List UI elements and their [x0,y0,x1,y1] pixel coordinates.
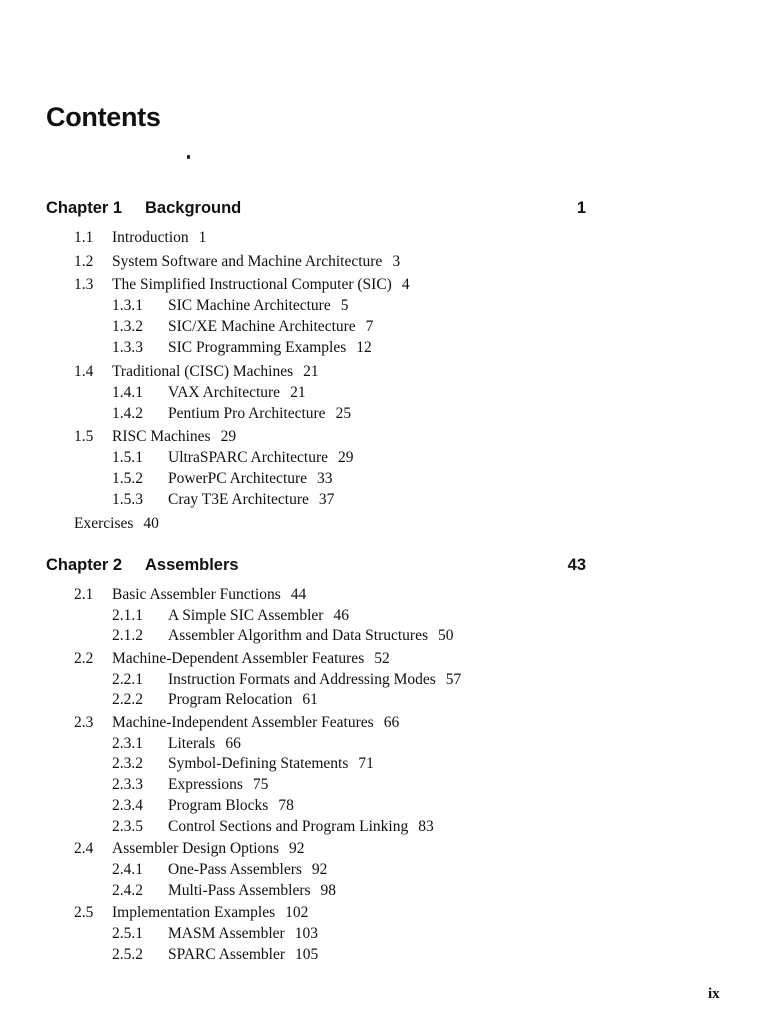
section-number: 2.2.2 [112,691,143,709]
section-number: 2.2.1 [112,670,143,688]
section-number: 1.2 [74,252,94,270]
section-title-text: SIC Programming Examples [168,339,347,356]
section-number: 1.3.3 [112,339,143,356]
section-title [168,627,454,645]
section-title [168,776,268,794]
section-number: 2.3.3 [112,776,143,794]
section-number: 1.4 [74,362,94,380]
section-page-number: 25 [335,404,352,422]
section-title-text: PowerPC Architecture [168,470,308,487]
section-page-number: 29 [220,428,237,445]
section-title [74,515,159,533]
section-title-text: RISC Machines [112,428,211,445]
section-number: 1.3 [74,276,94,293]
section-title [112,714,399,732]
section-title-text: Assembler Algorithm and Data Structures [168,627,429,645]
section-number: 2.1 [74,586,94,603]
page-folio: ix [708,986,720,1002]
section-page-number: 52 [374,650,390,667]
section-title [112,840,305,858]
section-number: 2.4 [74,840,94,858]
section-title-text: Exercises [74,514,134,532]
page-title: Contents [46,102,161,132]
chapter-label: Chapter 1 [46,199,123,217]
section-title-text: Expressions [168,776,243,794]
section-number: 2.4.2 [112,881,143,899]
section-title [168,339,372,357]
section-page-number: 1 [198,229,207,246]
section-page-number: 71 [358,755,374,773]
section-number: 1.4.2 [112,404,143,422]
chapter-title: Assemblers [145,556,239,574]
section-page-number: 66 [225,734,241,752]
section-page-number: 105 [295,945,319,963]
section-page-number: 3 [392,252,401,270]
section-title [168,405,351,423]
section-number: 2.5.1 [112,924,143,942]
section-page-number: 12 [356,339,372,356]
section-title-text: The Simplified Instructional Computer (SIC) [112,276,392,293]
section-title-text: Literals [168,734,216,752]
section-number: 1.3.2 [112,318,143,335]
section-page-number: 50 [438,627,454,645]
section-title [168,607,349,625]
section-page-number: 83 [418,817,434,835]
section-page-number: 29 [338,449,354,466]
section-page-number: 33 [317,470,333,487]
section-title [112,229,206,247]
section-page-number: 7 [365,318,374,335]
section-title [168,297,348,315]
section-number: 2.3 [74,714,94,731]
section-title-text: VAX Architecture [168,383,281,401]
chapter-page-number: 1 [576,199,586,217]
section-number: 2.3.1 [112,734,143,752]
section-title-text: SIC Machine Architecture [168,297,331,314]
section-title [168,449,354,467]
section-title-text: MASM Assembler [168,924,285,942]
chapter-label: Chapter 2 [46,556,123,574]
section-number: 1.5.2 [112,470,143,487]
section-title [168,470,333,488]
section-page-number: 92 [289,840,305,858]
section-title [168,925,318,943]
section-title-text: Symbol-Defining Statements [168,755,349,773]
section-page-number: 66 [383,714,400,731]
section-title [168,491,334,509]
section-title [112,650,390,668]
section-title [168,818,434,836]
section-title-text: Control Sections and Program Linking [168,817,409,835]
section-title [168,755,374,773]
section-title-text: Pentium Pro Architecture [168,404,326,422]
section-page-number: 4 [401,276,410,293]
section-page-number: 5 [340,297,349,314]
section-number: 1.4.1 [112,383,143,401]
section-page-number: 103 [294,924,318,942]
section-title-text: System Software and Machine Architecture [112,252,383,270]
section-number: 2.3.4 [112,796,143,814]
section-title-text: Program Blocks [168,796,269,814]
section-title [168,861,327,879]
section-title [112,253,400,271]
section-title [112,276,410,294]
section-title [168,946,318,964]
section-title-text: Assembler Design Options [112,840,280,858]
section-number: 2.4.1 [112,860,143,878]
section-number: 2.5 [74,904,94,922]
section-title [112,586,306,604]
section-title [168,671,461,689]
section-title-text: Multi-Pass Assemblers [168,881,311,899]
section-title-text: Machine-Independent Assembler Features [112,714,374,731]
section-number: 2.5.2 [112,945,143,963]
section-title-text: UltraSPARC Architecture [168,449,329,466]
section-title-text: Basic Assembler Functions [112,586,281,603]
section-page-number: 75 [252,776,269,794]
section-title-text: Program Relocation [168,691,293,709]
section-title [168,318,373,336]
section-title [112,428,236,446]
section-title-text: Cray T3E Architecture [168,491,309,508]
section-title-text: Introduction [112,229,189,246]
section-number: 2.1.1 [112,606,143,624]
section-title-text: One-Pass Assemblers [168,860,302,878]
section-number: 1.5.3 [112,491,143,508]
section-page-number: 57 [445,670,462,688]
scan-speck [187,155,190,159]
section-title [168,691,318,709]
section-page-number: 44 [290,586,307,603]
chapter-page-number: 43 [567,556,586,574]
section-title [168,735,241,753]
section-title-text: A Simple SIC Assembler [168,606,324,624]
section-title-text: SIC/XE Machine Architecture [168,318,356,335]
section-page-number: 98 [320,881,337,899]
section-page-number: 40 [143,514,159,532]
section-title [168,384,306,402]
section-page-number: 102 [285,904,309,922]
section-title [168,797,294,815]
section-number: 2.2 [74,650,94,667]
section-number: 2.1.2 [112,627,143,645]
section-number: 1.3.1 [112,297,143,314]
section-title-text: Traditional (CISC) Machines [112,362,294,380]
chapter-title: Background [145,199,242,217]
section-number: 1.5 [74,428,94,445]
section-page-number: 21 [303,362,319,380]
section-page-number: 46 [333,606,349,624]
section-page-number: 37 [318,491,335,508]
section-number: 2.3.5 [112,817,143,835]
section-title [112,904,308,922]
section-page-number: 21 [290,383,306,401]
section-title-text: SPARC Assembler [168,945,285,963]
section-number: 2.3.2 [112,755,143,773]
section-title-text: Implementation Examples [112,904,276,922]
section-title-text: Machine-Dependent Assembler Features [112,650,365,667]
section-page-number: 61 [302,691,318,709]
section-number: 1.5.1 [112,449,143,466]
section-title [168,882,336,900]
section-page-number: 78 [278,796,294,814]
section-title [112,363,319,381]
section-title-text: Instruction Formats and Addressing Modes [168,670,436,688]
section-page-number: 92 [311,860,328,878]
section-number: 1.1 [74,229,94,246]
